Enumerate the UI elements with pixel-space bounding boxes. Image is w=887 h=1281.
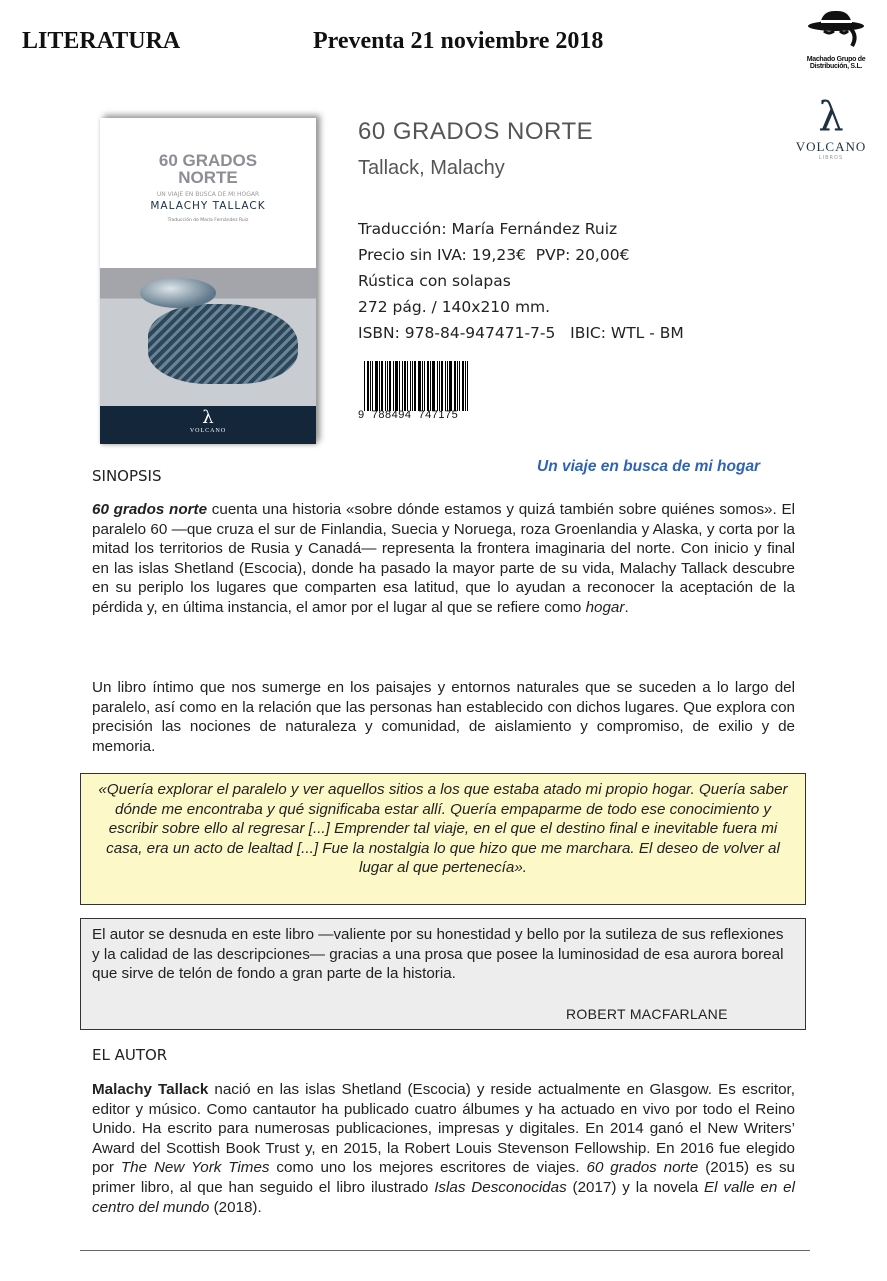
barcode-bar [389, 361, 391, 411]
barcode-bar [424, 361, 425, 411]
barcode-bar [439, 361, 440, 411]
book-title: 60 GRADOS NORTE [358, 118, 594, 145]
publisher-name: VOLCANO [795, 139, 867, 154]
book-cover [100, 118, 316, 444]
barcode-bar [387, 361, 388, 411]
barcode-bar [370, 361, 371, 411]
review-author: ROBERT MACFARLANE [566, 1006, 728, 1022]
barcode-bar [449, 361, 452, 411]
cover-title: 60 GRADOS NORTE [158, 151, 258, 187]
detail-isbn: ISBN: 978-84-947471-7-5 IBIC: WTL - BM [358, 324, 684, 342]
distributor-logo [790, 8, 882, 70]
tagline: Un viaje en busca de mi hogar [537, 458, 761, 475]
text: nació en las islas Shetland (Escocia) y reside actualmente en Glasgow. Es escritor, editor y músico. Como cantautor ha publicado cuatro álbumes y ha actuado en vivo por todo el Reino Unido. Ha escrito para numerosas publicaciones, impresas y digitales. En 2014 ganó el New Writers’ Award del Scottish Book Trust y, en 2015, la Robert Louis Stevenson Fellowship. En 2016 fue elegido por [92, 1081, 795, 1177]
footer-divider [80, 1250, 810, 1251]
barcode-bar [441, 361, 443, 411]
hat-man-icon [806, 8, 866, 50]
text: cuenta una historia «sobre dónde estamos y quizá también sobre quiénes somos». El paralelo 60 —que cruza el sur de Finlandia, Suecia y Noruega, roza Groenlandia y Alaska, y corta por la mitad los territorios de Rusia y Canadá— representa la frontera imaginaria del norte. Con inicio y final en las islas Shetland (Escocia), donde ha pasado la mayor parte de su vida, Malachy Tallack descubre en su periplo los lugares que comparten esa latitud, que lo ayudan a reconocer la aceptación de la pérdida y, en última instancia, el amor por el lugar al que se refiere como [92, 501, 795, 616]
cover-author: MALACHY TALLACK [150, 200, 266, 212]
sinopsis-heading: SINOPSIS [92, 467, 162, 485]
barcode-bar [462, 361, 464, 411]
text: como uno los mejores escritores de viajes. [269, 1159, 587, 1177]
barcode-number: 9 788494 747175 [358, 409, 459, 421]
distributor-name: Machado Grupo de Distribución, S.L. [806, 56, 866, 70]
barcode-bar [385, 361, 386, 411]
text: (2018). [209, 1198, 262, 1216]
section-label: LITERATURA [22, 28, 181, 54]
barcode-bar [412, 361, 413, 411]
barcode-bar [465, 361, 466, 411]
book-details [358, 216, 684, 346]
emphasis: Islas Desconocidas [434, 1178, 567, 1196]
barcode-bar [430, 361, 431, 411]
emphasis: El valle en el centro del mundo [92, 1178, 795, 1216]
cover-subtitle: UN VIAJE EN BUSCA DE MI HOGAR [156, 191, 260, 198]
barcode-bar [393, 361, 394, 411]
barcode-bar [407, 361, 408, 411]
barcode-bar [404, 361, 406, 411]
cover-photo [100, 268, 316, 406]
cover-publisher: VOLCANO [189, 428, 227, 434]
barcode-bar [447, 361, 448, 411]
book-title-emphasis: 60 grados norte [92, 501, 208, 518]
barcode-bar [427, 361, 429, 411]
barcode-bar [414, 361, 416, 411]
barcode-bar [437, 361, 438, 411]
detail-pages: 272 pág. / 140x210 mm. [358, 298, 551, 316]
barcode-bar [422, 361, 423, 411]
barcode-bar [395, 361, 398, 411]
author-bio [92, 1080, 795, 1217]
sinopsis-paragraph-1 [92, 500, 795, 618]
barcode-bar [467, 361, 468, 411]
presale-date: Preventa 21 noviembre 2018 [313, 28, 604, 54]
review-box [80, 918, 806, 1030]
author-heading: EL AUTOR [92, 1046, 168, 1064]
barcode-bar [381, 361, 383, 411]
detail-price: Precio sin IVA: 19,23€ PVP: 20,00€ [358, 246, 630, 264]
barcode-bar [402, 361, 403, 411]
cover-band [100, 406, 316, 444]
barcode-bar [372, 361, 373, 411]
text: . [624, 598, 629, 616]
text: (2017) y la novela [566, 1178, 704, 1196]
barcode-bar [418, 361, 421, 411]
detail-translation: Traducción: María Fernández Ruiz [358, 220, 618, 238]
publisher-sub: LIBROS [818, 155, 844, 161]
barcode-bar [457, 361, 458, 411]
barcode-bar [364, 361, 365, 411]
text: (2015) es su primer libro, al que han seguido el libro ilustrado [92, 1159, 796, 1196]
barcode-bar [445, 361, 446, 411]
book-author: Tallack, Malachy [358, 157, 505, 179]
author-name: Malachy Tallack [92, 1081, 209, 1098]
barcode-bar [459, 361, 460, 411]
barcode [358, 361, 480, 425]
lambda-icon: λ [818, 94, 844, 140]
barcode-bar [454, 361, 456, 411]
detail-binding: Rústica con solapas [358, 272, 511, 290]
lambda-icon: λ [202, 407, 214, 428]
barcode-bar [432, 361, 435, 411]
author-quote-box: «Quería explorar el paralelo y ver aquellos sitios a los que estaba atado mi propio hogar. Quería saber dónde me encontraba y qué significaba estar allí. Quería empaparme de todo ese conocimiento y escribir sobre ello al regresar [...] Emprender tal viaje, en el que el destino final e inevitable fuera mi casa, era un acto de lealtad [...] Fue la nostalgia lo que hizo que me marchara. El deseo de volver al lugar al que pertenecía». [80, 773, 806, 905]
volcano-logo [790, 95, 872, 161]
barcode-bar [367, 361, 369, 411]
barcode-bar [399, 361, 400, 411]
emphasis: hogar [585, 598, 625, 616]
emphasis: 60 grados norte [586, 1159, 699, 1177]
review-text: El autor se desnuda en este libro —valiente por su honestidad y bello por la sutileza de sus reflexiones y la calidad de las descripciones— gracias a una prosa que posee la luminosidad de esa aurora boreal que sirve de telón de fondo a gran parte de la historia. [92, 926, 784, 983]
emphasis: The New York Times [120, 1159, 270, 1177]
barcode-bars [364, 361, 480, 411]
barcode-bar [379, 361, 380, 411]
barcode-bar [410, 361, 411, 411]
sinopsis-paragraph-2: Un libro íntimo que nos sumerge en los paisajes y entornos naturales que se suceden a lo largo del paralelo, así como en la relación que las personas han establecido con dichos lugares. Que explora con precisión las nociones de naturaleza y comunidad, de aislamiento y compromiso, de exilio y de memoria. [92, 679, 795, 755]
barcode-bar [375, 361, 378, 411]
cover-translation: Traducción de María Fernández Ruiz [167, 218, 249, 223]
